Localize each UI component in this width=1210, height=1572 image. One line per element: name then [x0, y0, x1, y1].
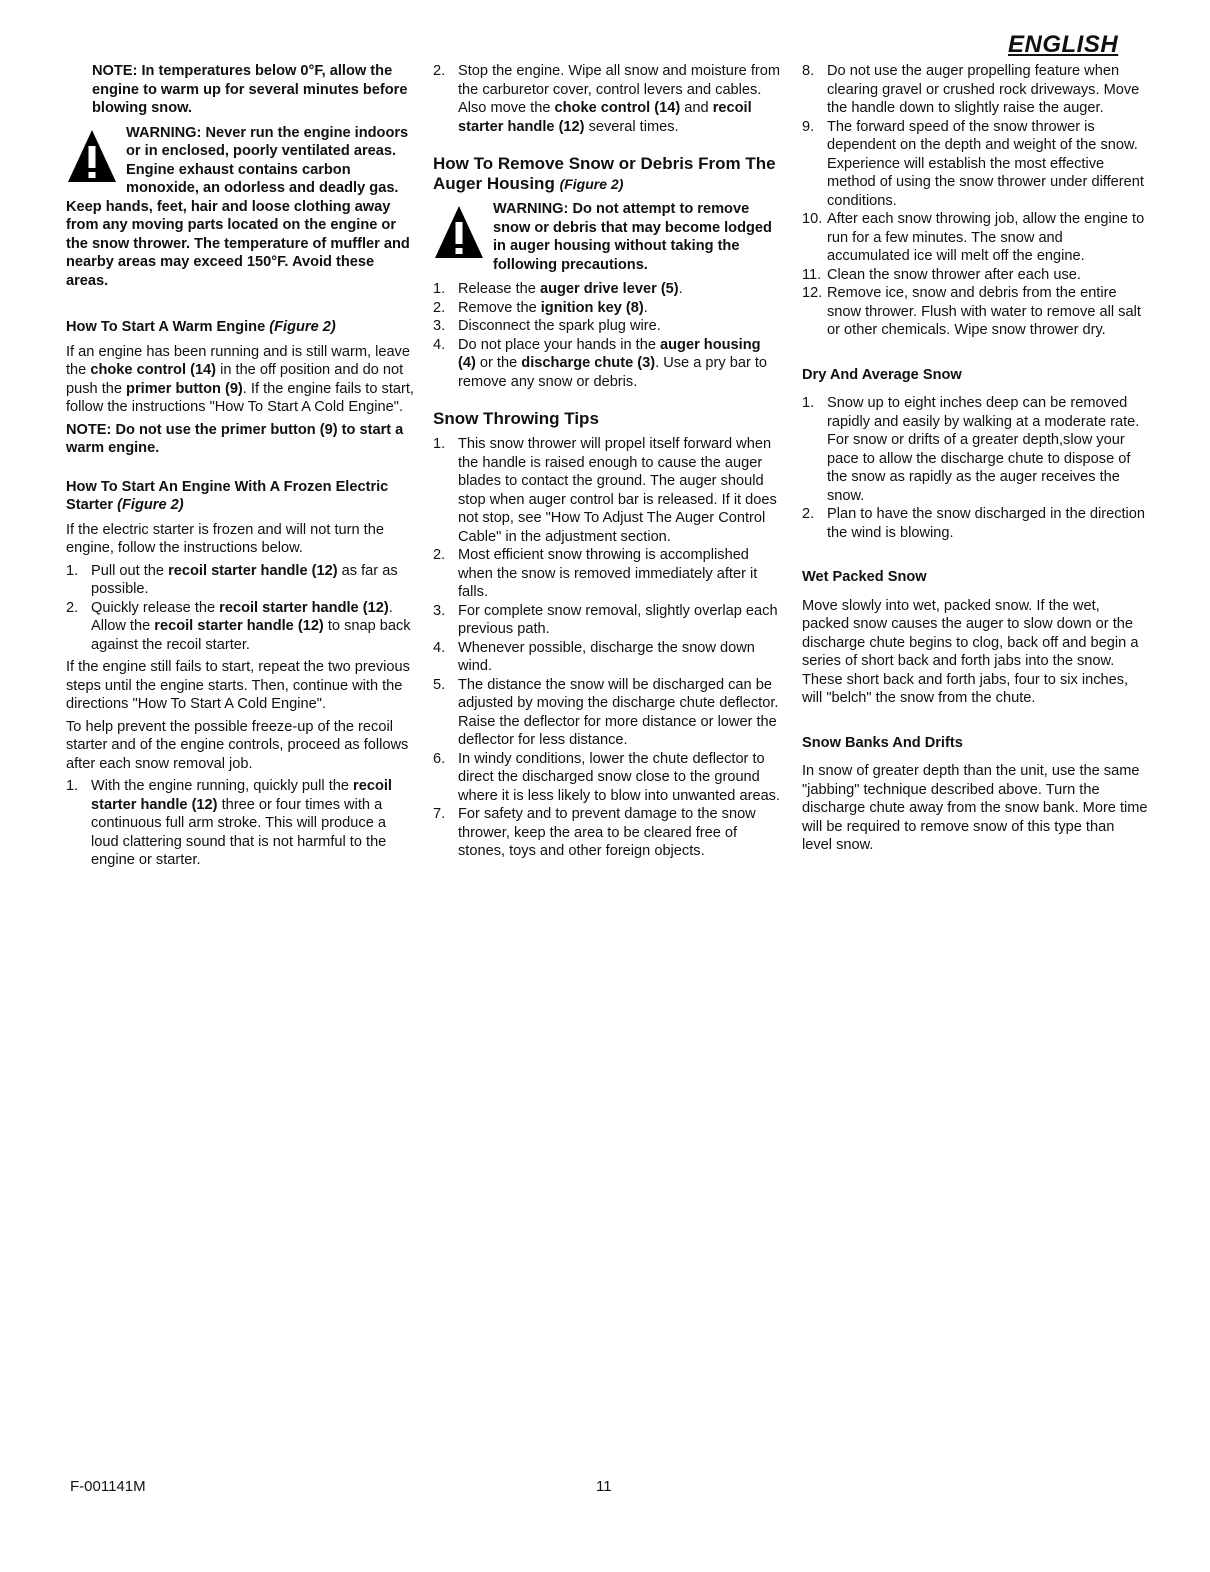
note-cold-temperature: NOTE: In temperatures below 0°F, allow the engine to warm up for several minutes before blowing snow.	[92, 63, 408, 116]
list-item: 2. Quickly release the recoil starter handle (12). Allow the recoil starter handle (12) to snap back against the recoil starter.	[66, 599, 411, 653]
snow-banks-paragraph: In snow of greater depth than the unit, use the same "jabbing" technique described above. Turn the discharge chute away from the snow bank. More time will be required to remove snow of this type than level snow.	[802, 763, 1148, 853]
heading-frozen-starter: How To Start An Engine With A Frozen Electric Starter (Figure 2)	[66, 478, 389, 513]
list-item: 11. Clean the snow thrower after each use.	[802, 266, 1081, 283]
warning-triangle-icon	[433, 204, 485, 260]
warning-engine-indoors	[66, 124, 414, 291]
list-item: 12. Remove ice, snow and debris from the entire snow thrower. Flush with water to remove all salt or other chemicals. Wipe snow thrower dry.	[802, 285, 1141, 338]
frozen-paragraph-2: If the engine still fails to start, repeat the two previous steps until the engine starts. Then, continue with the directions "How To Start A Cold Engine".	[66, 659, 410, 712]
list-item: 3. For complete snow removal, slightly overlap each previous path.	[433, 602, 778, 637]
heading-warm-engine: How To Start A Warm Engine (Figure 2)	[66, 319, 336, 335]
precautions-list	[433, 280, 782, 391]
warm-engine-paragraph: If an engine has been running and is still warm, leave the choke control (14) in the off position and do not push the primer button (9). If the engine fails to start, follow the instructions "How To Start A Cold Engine".	[66, 343, 414, 415]
heading-dry-snow: Dry And Average Snow	[802, 366, 962, 383]
list-item: 2. Plan to have the snow discharged in the direction the wind is blowing.	[802, 506, 1146, 541]
freeze-prevention-list	[66, 777, 414, 870]
list-item: 3. Disconnect the spark plug wire.	[433, 318, 661, 334]
list-item: 1. Release the auger drive lever (5).	[433, 281, 683, 297]
frozen-steps-list	[66, 562, 414, 655]
list-item: 1. This snow thrower will propel itself forward when the handle is raised enough to cause the auger blades to contact the ground. The auger should stop when auger control bar is released. If it does not stop, see "How To Adjust The Auger Control Cable" in the adjustment section.	[433, 436, 777, 545]
list-item: 4. Whenever possible, discharge the snow down wind.	[433, 639, 755, 674]
note-primer-button: NOTE: Do not use the primer button (9) to start a warm engine.	[66, 421, 404, 456]
heading-snow-throwing-tips: Snow Throwing Tips	[433, 409, 599, 428]
tips-list	[433, 435, 782, 861]
list-item: 2. Remove the ignition key (8).	[433, 299, 648, 316]
page-number: 11	[596, 1478, 612, 1495]
warning-auger-text: WARNING: Do not attempt to remove snow or debris that may become lodged in auger housing without taking the following precautions.	[493, 201, 772, 273]
list-item: 1. With the engine running, quickly pull the recoil starter handle (12) three or four times with a continuous full arm stroke. This will produce a loud clattering sound that is not harmful to the engine or starter.	[66, 778, 392, 868]
list-item: 2. Most efficient snow throwing is accomplished when the snow is removed immediately after it falls.	[433, 547, 758, 600]
wet-snow-paragraph: Move slowly into wet, packed snow. If the wet, packed snow causes the auger to slow down or the discharge chute begins to clog, back off and begin a series of short back and forth jabs into the snow. These short back and forth jabs, four to six inches, will "belch" the snow from the chute.	[802, 597, 1139, 706]
list-item: 5. The distance the snow will be discharged can be adjusted by moving the discharge chute deflector. Raise the deflector for more distance or lower the deflector for less distance.	[433, 676, 779, 748]
heading-wet-snow: Wet Packed Snow	[802, 569, 927, 585]
list-item: 6. In windy conditions, lower the chute deflector to direct the discharged snow close to the ground where it is less likely to blow into unwanted areas.	[433, 750, 781, 804]
language-tab: ENGLISH	[1008, 31, 1119, 58]
list-item: 7. For safety and to prevent damage to the snow thrower, keep the area to be cleared free of stones, toys and other foreign objects.	[433, 806, 756, 859]
list-item: 10. After each snow throwing job, allow the engine to run for a few minutes. The snow and accumulated ice will melt off the engine.	[802, 211, 1145, 264]
frozen-paragraph-3: To help prevent the possible freeze-up of the recoil starter and of the engine controls, proceed as follows after each snow removal job.	[66, 718, 409, 772]
list-item: 4. Do not place your hands in the auger housing (4) or the discharge chute (3). Use a pry bar to remove any snow or debris.	[433, 336, 768, 390]
column-3	[802, 62, 1148, 859]
heading-snow-banks: Snow Banks And Drifts	[802, 734, 963, 751]
warning-triangle-icon	[66, 128, 118, 184]
list-item: 9. The forward speed of the snow thrower is dependent on the depth and weight of the snow. Experience will establish the most effective method of using the snow thrower under different conditions.	[802, 118, 1144, 209]
tips-list-cont	[802, 62, 1148, 340]
list-item: 1. Pull out the recoil starter handle (12) as far as possible.	[66, 562, 398, 597]
document-code: F-001141M	[70, 1478, 146, 1495]
heading-remove-debris: How To Remove Snow or Debris From The Auger Housing (Figure 2)	[433, 154, 776, 193]
warning-auger-housing	[433, 200, 782, 274]
column-2	[433, 62, 782, 865]
warning-engine-text: WARNING: Never run the engine indoors or in enclosed, poorly ventilated areas. Engine exhaust contains carbon monoxide, an odorless and deadly gas. Keep hands, feet, hair and loose clothing away from any moving parts located on the engine or the snow thrower. The temperature of muffler and nearby areas may exceed 150°F. Avoid these areas.	[66, 124, 410, 289]
list-item: 8. Do not use the auger propelling feature when clearing gravel or crushed rock driveways. Move the handle down to slightly raise the auger.	[802, 63, 1140, 116]
list-item: 2. Stop the engine. Wipe all snow and moisture from the carburetor cover, control levers and cables. Also move the choke control (14) and recoil starter handle (12) several times.	[433, 63, 781, 135]
list-item: 1. Snow up to eight inches deep can be removed rapidly and easily by walking at a moderate rate. For snow or drifts of a greater depth,slow your pace to allow the discharge chute to dispose of the snow as rapidly as the auger receives the snow.	[802, 395, 1140, 504]
frozen-intro: If the electric starter is frozen and will not turn the engine, follow the instructions below.	[66, 521, 384, 556]
dry-snow-list	[802, 394, 1148, 542]
freeze-prevention-list-cont	[433, 62, 782, 136]
column-1	[66, 62, 414, 874]
